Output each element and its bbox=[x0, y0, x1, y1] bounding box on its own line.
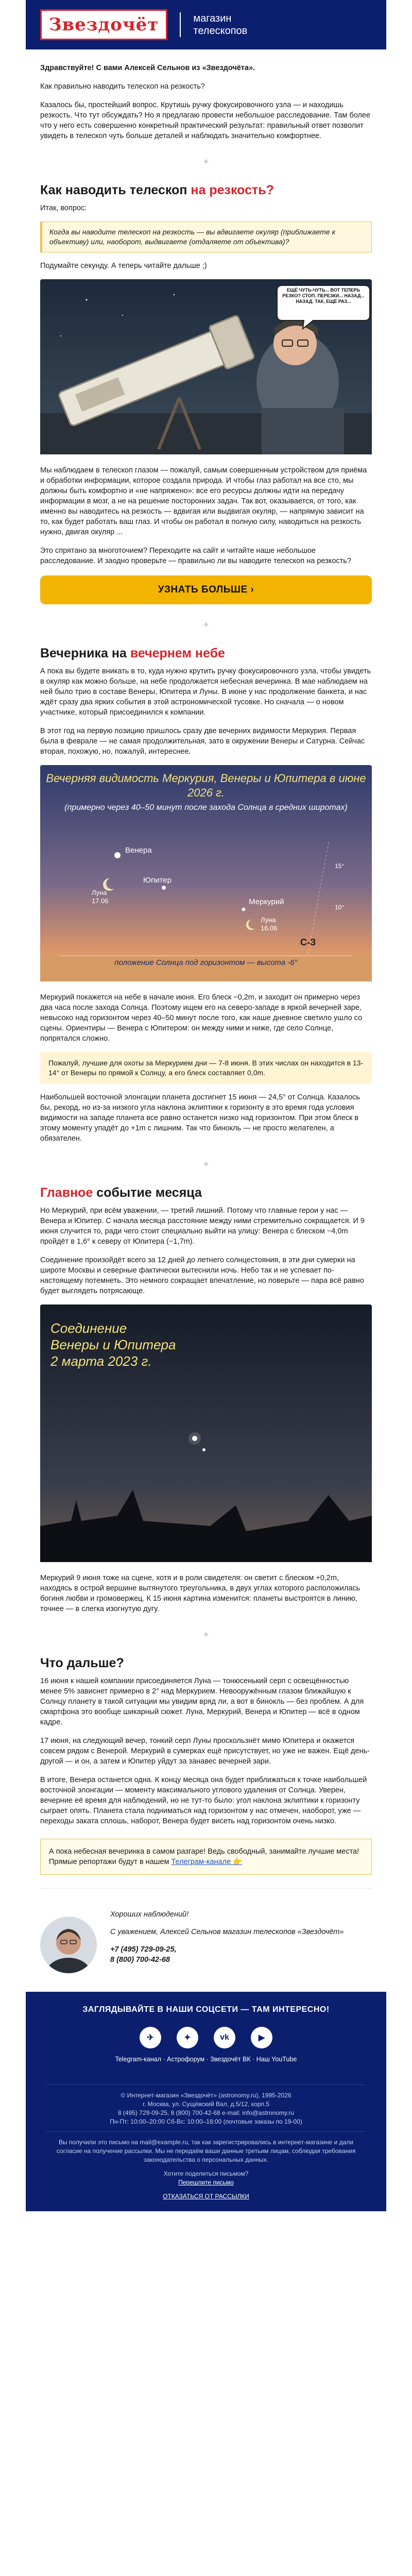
evening-title bbox=[40, 646, 372, 661]
legal-contacts: 8 (495) 729-09-25, 8 (800) 700-42-68 e-mail: info@astronomy.ru bbox=[117, 2109, 295, 2116]
unsubscribe-link[interactable]: ОТКАЗАТЬСЯ ОТ РАССЫЛКИ bbox=[163, 2193, 249, 2200]
main-event-title-b: событие месяца bbox=[93, 1185, 202, 1200]
intro-paragraph: Казалось бы, простейший вопрос. Крутишь ручку фокусировочного узла — и находишь резкость. Что тут обсуждать? Но я предлагаю провести небольшое расследование. Там более что у него есть совершенно конкретный практический результат: правильный ответ позволит увидеть в телескоп чуть больше деталей и наблюдать значительно комфортнее. bbox=[40, 101, 371, 140]
moon-1706-date: 17.06 bbox=[92, 897, 109, 905]
logo-subtitle-line1: магазин bbox=[193, 13, 232, 24]
signature-phones bbox=[110, 1944, 344, 1965]
legal-share: Хотите поделиться письмом? bbox=[163, 2170, 249, 2177]
divider-star-icon-4: ✦ bbox=[202, 1630, 210, 1640]
jupiter-label: Юпитер bbox=[143, 876, 172, 885]
brand-logo[interactable] bbox=[40, 9, 167, 40]
focus-title-a: Как наводить телескоп bbox=[40, 183, 191, 197]
conjunction-scene bbox=[40, 1304, 372, 1562]
social-label-youtube[interactable]: Наш YouTube bbox=[256, 2056, 297, 2063]
telegram-channel-link[interactable]: Телеграм-канале 👉 bbox=[171, 1858, 243, 1866]
photo-title-line2: Венеры и Юпитера bbox=[50, 1337, 176, 1352]
sky-chart bbox=[40, 765, 372, 981]
evening-title-b: вечернем небе bbox=[130, 646, 225, 660]
youtube-icon[interactable]: ▶ bbox=[251, 2027, 272, 2048]
divider-line bbox=[40, 1888, 372, 1889]
author-avatar bbox=[40, 1917, 97, 1973]
email-body bbox=[26, 0, 386, 2211]
legal-address: г. Москва, ул. Сущёвский Вал, д.5/12, корп.5 bbox=[142, 2100, 269, 2108]
signature-text bbox=[110, 1909, 344, 1965]
focus-title bbox=[40, 183, 372, 198]
divider-star-icon: ✦ bbox=[202, 157, 210, 167]
astroforum-icon[interactable]: ✦ bbox=[177, 2027, 198, 2048]
mercury-hint-note: Пожалуй, лучшие для охоты за Меркурием дни — 7-8 июня. В этих числах он находится в 13-14° от Венеры по прямой к Солнцу, а его блеск составляет 0,0m. bbox=[40, 1052, 372, 1084]
next-title: Что дальше? bbox=[40, 1656, 124, 1670]
legal-copyright: © Интернет-магазин «Звездочёт» (astronomy.ru), 1995-2026 bbox=[121, 2092, 291, 2099]
footer-title: ЗАГЛЯДЫВАЙТЕ В НАШИ СОЦСЕТИ — ТАМ ИНТЕРЕСНО! bbox=[82, 2005, 330, 2014]
evening-paragraph-3: Меркурий покажется на небе в начале июня. Его блеск −0,2m, и заходит он примерно через два часа после захода Солнца. Поэтому ищем его на северо-западе в яркой вечерней заре, невысоко над горизонтом через 40–50 минут после того, как наше дневное светило ушло со сцены. Ориентиры — Венера с Юпитером: он между ними и ниже, где село Солнце, попрятался сложно. bbox=[40, 993, 363, 1043]
focus-quote: Когда вы наводите телескоп на резкость — вы вдвигаете окуляр (приближаете к объективу) или, наоборот, выдвигаете (отдаляете от объектива)? bbox=[40, 222, 372, 252]
logo-subtitle bbox=[180, 12, 247, 37]
email-header bbox=[26, 0, 386, 49]
phone-2[interactable]: 8 (800) 700-42-68 bbox=[110, 1956, 170, 1964]
mercury-label: Меркурий bbox=[249, 897, 284, 906]
focus-title-b: на резкость? bbox=[191, 183, 274, 197]
evening-title-a: Вечерника на bbox=[40, 646, 130, 660]
focus-paragraph-1: Мы наблюдаем в телескоп глазом — пожалуй, самым совершенным устройством для приёма и обработки информации, которое создала природа. И чтобы глаз работал на все сто, мы должны быть комфортно и «не напряжено»: все его ресурсы должны идти на передачу информации в мозг, а не на решение посторонних задач. Так вот, оказывается, от того, как именно вы наводитесь на резкость — вдвигая или выдвигая окуляр, — напрямую зависит на то, как будет работать ваш глаз. И чтобы он работал в полную силу, наводиться на резкость нужно, двигая окуляр ... bbox=[40, 466, 367, 536]
legal-divider bbox=[46, 2084, 366, 2085]
legal-divider-2 bbox=[46, 2131, 366, 2132]
telescope-scene bbox=[40, 279, 372, 454]
main-event-paragraph-3: Меркурий 9 июня тоже на сцене, хотя и в роли свидетеля: он светит с блеском +0,2m, находясь в острой вершине вытянутого треугольника, в двух углах которого расположилась богиня любви и громовержец. К 15 июня картина изменится: планеты выстроятся в линию, точнее — в слегка изогнутую дугу. bbox=[40, 1574, 360, 1613]
next-paragraph-2: 17 июня, на следующий вечер, тонкий серп Луны проскользнёт мимо Юпитера и окажется совсем рядом с Венерой. Меркурий в сумерках ещё присутствует, но уже не важен. Ещё день-другой — и он, а затем и Юпитер уйдут за занавес вечерней зари. bbox=[40, 1737, 370, 1766]
sky-chart-image bbox=[40, 765, 372, 984]
main-event-paragraph-1: Но Меркурий, при всём уважении, — третий лишний. Потому что главные герои у нас — Венера и Юпитер. С начала месяца расстояние между ними стремительно сокращается. И 9 июня случится то, ради чего стоит специально выйти на улицу: Венера с блеском −4,0m пройдёт в 1,6° к северу от Юпитера (−1,7m). bbox=[40, 1207, 365, 1246]
bubble-text: ЕЩЁ ЧУТЬ-ЧУТЬ... ВОТ ТЕПЕРЬ РЕЗКО? СТОП. ПЕРЕЗКИ... НАЗАД... НАЗАД. ТАК, ЕЩЁ РАЗ... bbox=[282, 287, 365, 304]
main-event-title-a: Главное bbox=[40, 1185, 93, 1200]
legal-consent: Вы получили это письмо на mail@example.ru, так как зарегистрировались в интернет-магазине и дали согласие на получение рассылки. Мы не передаём ваши данные третьим лицам, соблюдая требования законодательства о персональных данных. bbox=[56, 2139, 356, 2163]
social-label-telegram[interactable]: Telegram-канал bbox=[115, 2056, 162, 2063]
legal-footer bbox=[26, 2076, 386, 2211]
main-event-paragraph-2: Соединение произойдёт всего за 12 дней до летнего солнцестояния, в эти дни сумерки на широте Москвы и северные фактически вытеснили ночь. Небо так и не успевает по-настоящему потемнеть. Это немного сокращает впечатление, но поверьте — пара всё равно будет выглядеть потрясающе. bbox=[40, 1256, 364, 1295]
social-label-forum[interactable]: Астрофорум bbox=[167, 2056, 205, 2063]
jupiter-dot bbox=[202, 1448, 205, 1451]
forward-link[interactable]: Перешлите письмо bbox=[178, 2179, 234, 2186]
signature-wish: Хороших наблюдений! bbox=[110, 1910, 189, 1919]
venus-point bbox=[114, 852, 121, 858]
evening-paragraph-1: А пока вы будете вникать в то, куда нужно крутить ручку фокусировочного узла, чтобы увидеть в окуляр как можно больше, на небе продолжается небесная вечеринка. В мае наблюдаем на ней было трио в составе Венеры, Юпитера и Луны. В июне у нас продолжение банкета, и нас ждёт сразу два ярких события в этой астрономической тусовке. Но сначала — о новом участнике, который присоединился к компании. bbox=[40, 667, 371, 717]
conjunction-photo bbox=[40, 1304, 372, 1565]
venus-label: Венера bbox=[125, 846, 152, 855]
evening-paragraph-4: Наибольшей восточной элонгации планета достигнет 15 июня — 24,5° от Солнца. Казалось бы, рекорд, но из-за низкого угла наклона эклиптики к горизонту в это время года условия видимости на западе планета все равно останется низко над горизонтом. При этом блеск в этому моменту упадёт до +1m с лишним. Так что бинокль — не просто желателен, а обязателен. bbox=[40, 1093, 360, 1143]
telegram-icon[interactable]: ✈ bbox=[140, 2027, 161, 2048]
social-labels: Telegram-канал · Астрофорум · Звездочёт ВК · Наш YouTube bbox=[115, 2056, 297, 2063]
telescope-illustration bbox=[40, 279, 372, 457]
greeting-text: Здравствуйте! С вами Алексей Сельнов из «Звездочёта». bbox=[40, 64, 255, 72]
vk-icon[interactable]: vk bbox=[214, 2027, 235, 2048]
deg-10-label: 10° bbox=[335, 904, 345, 911]
main-event-title bbox=[40, 1185, 372, 1200]
next-paragraph-3: В итоге, Венера останется одна. К концу месяца она будет приближаться к точке наибольшей восточной элонгации — моменту максимального углового удаления от Солнца. Уверен, вечерние её время для наблюдений, но не тут-то было: угол наклона эклиптики к горизонту сыграет опять. Планета стала подниматься над горизонтом у нас отмечен, наоборот, уже — переходы заката сплошь, наборот, Венера будет висеть над горизонтом очень низко. bbox=[40, 1776, 367, 1825]
focus-lead: Итак, вопрос: bbox=[40, 204, 87, 212]
photo-title-line1: Соединение bbox=[50, 1320, 127, 1336]
direction-label: С-З bbox=[300, 937, 316, 947]
divider-star-icon-3: ✦ bbox=[202, 1159, 210, 1170]
photo-title-line3: 2 марта 2023 г. bbox=[50, 1353, 152, 1369]
focus-paragraph-2: Это спрятано за многоточием? Переходите на сайт и читайте наше небольшое расследование. И заодно проверьте — правильно ли вы наводите телескоп на резкость? bbox=[40, 547, 351, 565]
telegram-invite-box bbox=[40, 1839, 372, 1875]
focus-after-quote: Подумайте секунду. А теперь читайте дальше ;) bbox=[40, 262, 207, 270]
moon-1606-date: 16.06 bbox=[261, 924, 278, 932]
mercury-point bbox=[242, 908, 246, 911]
learn-more-button[interactable]: УЗНАТЬ БОЛЬШЕ › bbox=[40, 575, 372, 604]
signature-regards: С уважением, Алексей Сельнов магазин телескопов «Звездочёт» bbox=[110, 1928, 344, 1936]
evening-paragraph-2: В этот год на первую позицию пришлось сразу две вечерних видимости Меркурия. Первая была в феврале — не самая продолжительная, зато в окружении Венеры и Сатурна. Сейчас вторая, похожую, но, пожалуй, интереснее. bbox=[40, 727, 365, 756]
deg-15-label: 15° bbox=[335, 862, 345, 870]
logo-text: Звездочёт bbox=[49, 14, 159, 35]
intro-question: Как правильно наводить телескоп на резкость? bbox=[40, 82, 205, 91]
logo-subtitle-line2: телескопов bbox=[193, 25, 248, 37]
next-paragraph-1: 16 июня к нашей компании присоединяется Луна — тонюсенький серп с освещённостью менее 5% зависнет примерно в 2° над Меркурием. Невооружённым глазом ближайшую к Солнцу планету в такой ситуации мы увидим вряд ли, а вот в бинокль — без проблем. А для смартфона это вообще шикарный сюжет. Луна, Меркурий, Венера и Юпитер — всё в одном кадре. bbox=[40, 1677, 364, 1726]
legal-hours: Пн-Пт: 10:00–20:00 Сб-Вс: 10:00–18:00 (почтовые заказы по 19-00) bbox=[110, 2118, 302, 2125]
sky-chart-subtitle: (примерно через 40–50 минут после захода Солнца в средних широтах) bbox=[64, 803, 348, 812]
phone-1[interactable]: +7 (495) 729-09-25, bbox=[110, 1945, 177, 1954]
social-icons bbox=[40, 2027, 372, 2048]
sun-position-note: положение Солнца под горизонтом — высота -6° bbox=[114, 958, 298, 967]
divider-star-icon-2: ✦ bbox=[202, 620, 210, 630]
signature-block bbox=[40, 1902, 372, 1992]
moon-1706-label: Луна bbox=[92, 889, 107, 896]
telegram-invite-text: А пока небесная вечеринка в самом разгаре! Ведь свободный, занимайте лучшие места! Прямые репортажи будут в нашем bbox=[49, 1848, 359, 1866]
moon-1606-label: Луна bbox=[261, 916, 276, 924]
social-footer bbox=[26, 1992, 386, 2076]
content bbox=[26, 49, 386, 1992]
sky-chart-title: Вечерняя видимость Меркурия, Венеры и Юпитера в июне 2026 г. bbox=[46, 772, 366, 799]
greeting bbox=[40, 49, 372, 73]
social-label-vk[interactable]: Звездочёт ВК bbox=[210, 2056, 251, 2063]
jupiter-point bbox=[162, 886, 166, 890]
